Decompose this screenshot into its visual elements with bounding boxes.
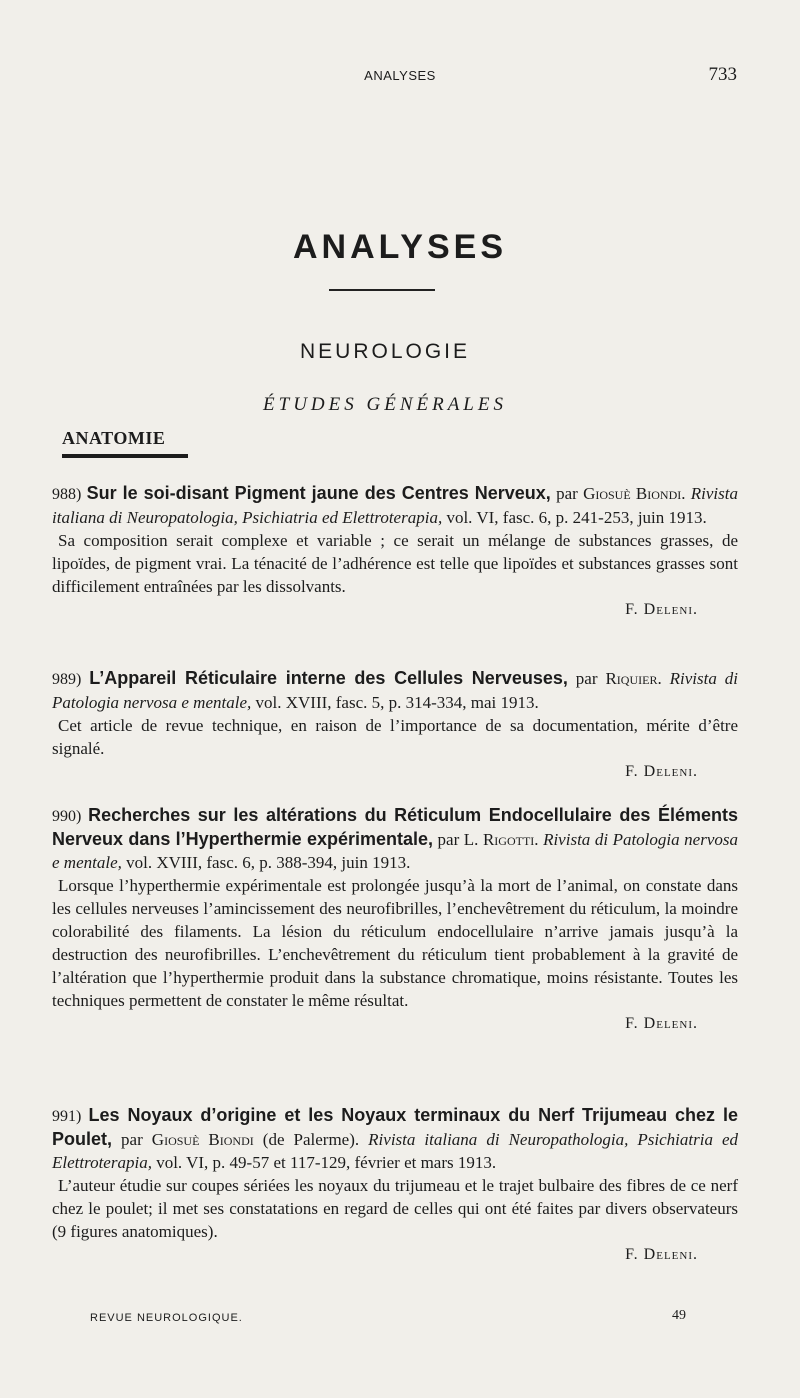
running-title: ANALYSES xyxy=(364,68,436,83)
entry-journal: Rivista di Patologia nervosa e mentale, xyxy=(52,830,738,872)
entry-journal: Rivista italiana di Neuropathologia, Psichiatria ed Elettroterapia, xyxy=(52,1130,739,1172)
entry-by: par xyxy=(575,669,598,688)
entry-988 xyxy=(52,482,738,621)
entry-989 xyxy=(52,667,738,783)
subheading-anatomie: ANATOMIE xyxy=(62,428,166,448)
footer-journal: REVUE NEUROLOGIQUE. xyxy=(90,1312,243,1324)
entry-author: Giosuè Biondi xyxy=(151,1130,254,1149)
footer-sheet-number: 49 xyxy=(672,1308,686,1323)
entry-body: Sa composition serait complexe et variable ; ce serait un mélange de substances grasses, de lipoïdes, de pigment vrai. La ténacité de l’adhérence est telle que lipoïdes et substances grasses sont difficilement entraînées par les dissolvants. xyxy=(52,531,738,596)
entry-citation: vol. VI, p. 49-57 et 117-129, février et mars 1913. xyxy=(156,1153,497,1172)
entry-head xyxy=(52,667,738,714)
subheading-rule xyxy=(62,454,188,458)
entry-number: 988) xyxy=(52,486,82,503)
entry-number: 990) xyxy=(52,808,82,825)
section-title: NEUROLOGIE xyxy=(299,340,471,363)
entry-by: par xyxy=(437,830,460,849)
entry-signature: F. Deleni. xyxy=(625,1015,698,1032)
entry-991 xyxy=(52,1104,738,1266)
entry-by: par xyxy=(556,484,578,503)
entry-title: Recherches sur les altérations du Réticulum Endocellulaire des Éléments Nerveux dans l’Hyperthermie expérimentale, xyxy=(52,805,738,849)
entry-journal: Rivista italiana di Neuropatologia, Psichiatria ed Elettroterapia, xyxy=(52,484,738,527)
entry-body: Lorsque l’hyperthermie expérimentale est prolongée jusqu’à la mort de l’animal, on constate dans les cellules nerveuses l’amincissement des neurofibrilles, l’enchevêtrement du réticulum, la moindre colorabilité des filaments. La lésion du réticulum endocellulaire n’arrive jamais jusqu’à la destruction des neurofibrilles. L’enchevêtrement du réticulum tient probablement à la gravité de l’altération que l’hyperthermie produit dans la substance chromatique, moins résistante. Toutes les techniques permettent de constater le même résultat. xyxy=(52,876,738,1010)
entry-head xyxy=(52,1104,738,1174)
entry-citation: vol. XVIII, fasc. 6, p. 388-394, juin 1913. xyxy=(126,853,411,872)
entry-number: 991) xyxy=(52,1108,82,1125)
entry-title: Sur le soi-disant Pigment jaune des Centres Nerveux, xyxy=(86,483,551,503)
subsection-title: ÉTUDES GÉNÉRALES xyxy=(263,394,507,415)
entry-body: L’auteur étudie sur coupes sériées les noyaux du trijumeau et le trajet bulbaire des fibres de ce nerf chez le poulet; il met ses constatations en regard de celles qui ont été faites par divers observateurs (9 figures anatomiques). xyxy=(52,1176,738,1241)
title-rule xyxy=(329,289,435,291)
entry-by: par xyxy=(121,1130,143,1149)
entry-990 xyxy=(52,804,738,1035)
entry-head xyxy=(52,482,738,529)
entry-author: L. Rigotti. xyxy=(463,830,539,849)
entry-signature: F. Deleni. xyxy=(625,763,698,780)
running-header xyxy=(60,64,740,88)
entry-citation: vol. XVIII, fasc. 5, p. 314-334, mai 1913. xyxy=(255,693,539,712)
entry-signature: F. Deleni. xyxy=(625,1246,698,1263)
page-number: 733 xyxy=(708,64,737,85)
entry-citation: vol. VI, fasc. 6, p. 241-253, juin 1913. xyxy=(446,508,707,527)
entry-body: Cet article de revue technique, en raison de l’importance de sa documentation, mérite d’être signalé. xyxy=(52,716,738,758)
entry-author: Giosuè Biondi. xyxy=(583,484,686,503)
entry-author: Riquier. xyxy=(605,669,662,688)
entry-journal: Rivista di Patologia nervosa e mentale, xyxy=(52,669,739,712)
main-title: ANALYSES xyxy=(292,228,508,266)
entry-number: 989) xyxy=(52,671,82,688)
entry-title: L’Appareil Réticulaire interne des Cellules Nerveuses, xyxy=(89,668,568,688)
entry-signature: F. Deleni. xyxy=(625,601,698,618)
entry-head xyxy=(52,804,738,874)
entry-extra: (de Palerme). xyxy=(262,1130,360,1149)
entry-title: Les Noyaux d’origine et les Noyaux terminaux du Nerf Trijumeau chez le Poulet, xyxy=(52,1105,738,1149)
